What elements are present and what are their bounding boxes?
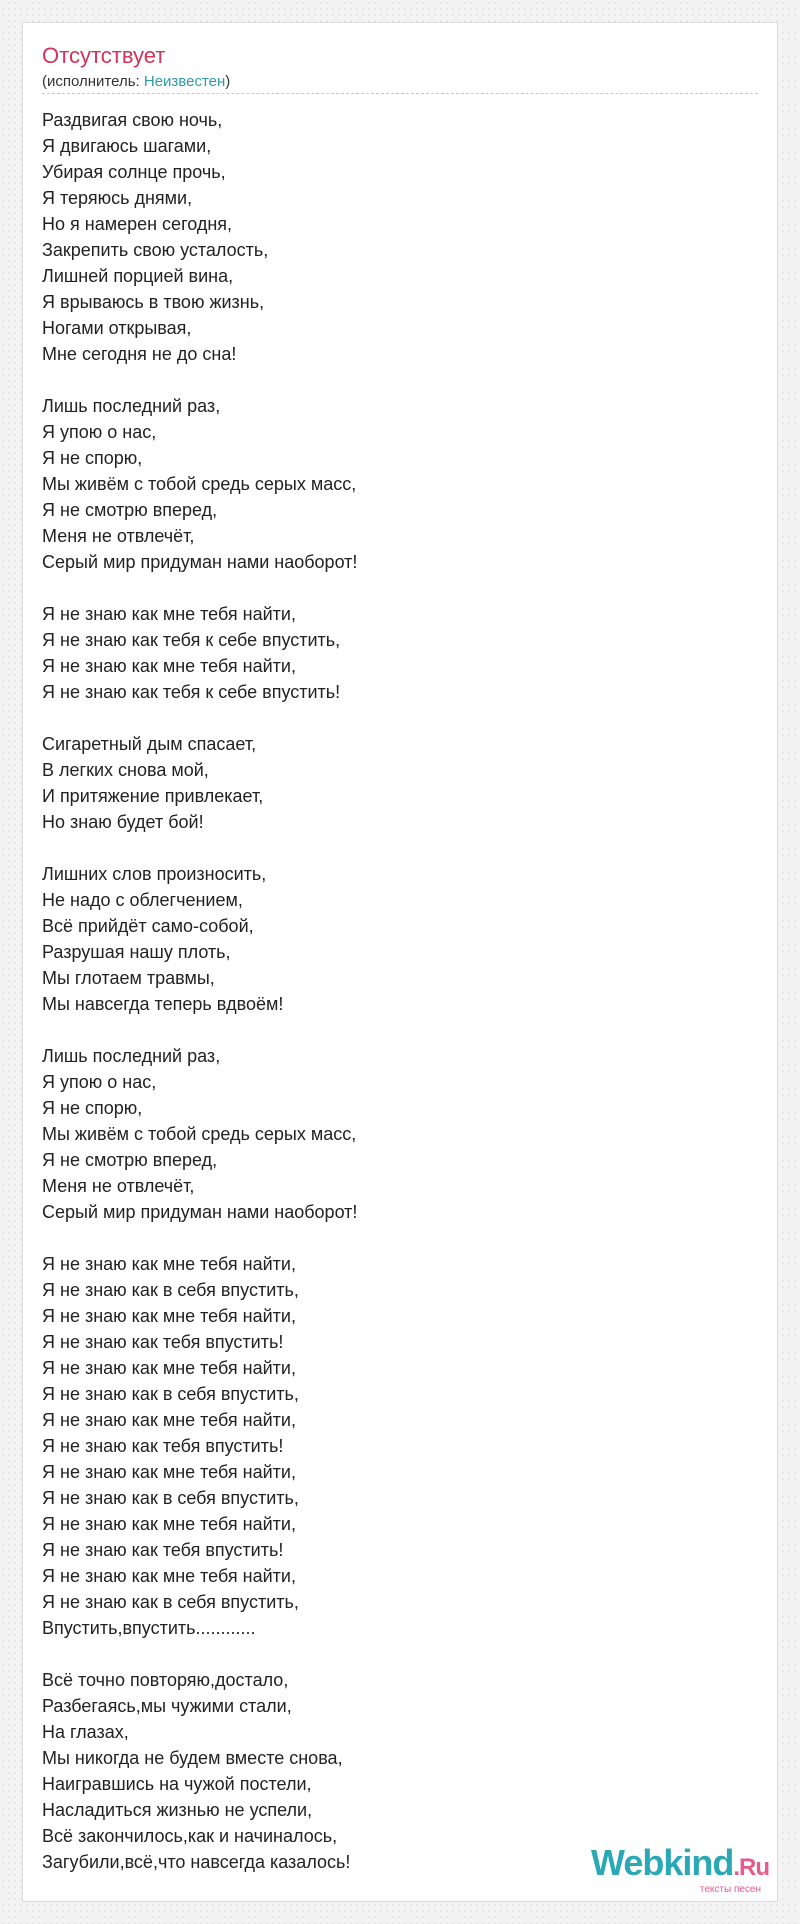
lyric-line: В легких снова мой, — [42, 760, 209, 780]
lyric-line: И притяжение привлекает, — [42, 786, 264, 806]
lyric-line: Раздвигая свою ночь, — [42, 110, 223, 130]
lyric-line: Всё точно повторяю,достало, — [42, 1670, 289, 1690]
lyric-line: Я не знаю как тебя к себе впустить! — [42, 682, 341, 702]
lyric-line: Я упою о нас, — [42, 422, 157, 442]
lyric-line: Я не смотрю вперед, — [42, 500, 218, 520]
artist-link[interactable]: Неизвестен — [143, 73, 226, 90]
lyric-line: Я не знаю как мне тебя найти, — [42, 1566, 296, 1586]
lyric-line: Лишь последний раз, — [42, 1046, 221, 1066]
lyric-line: Я не знаю как тебя впустить! — [42, 1540, 284, 1560]
lyric-line: Мы навсегда теперь вдвоём! — [42, 994, 284, 1014]
lyric-line: Я не спорю, — [42, 448, 143, 468]
lyric-line: Мы живём с тобой средь серых масс, — [42, 1124, 357, 1144]
logo-brand: Webkind — [590, 1842, 734, 1883]
lyric-line: Всё прийдёт само-собой, — [42, 916, 254, 936]
lyric-line: Не надо с облегчением, — [42, 890, 243, 910]
lyric-line: Меня не отвлечёт, — [42, 526, 195, 546]
artist-prefix: (исполнитель: — [42, 73, 144, 90]
lyric-line: Я не знаю как мне тебя найти, — [42, 1254, 296, 1274]
lyric-line: Но я намерен сегодня, — [42, 214, 233, 234]
lyric-line: Всё закончилось,как и начиналось, — [42, 1826, 338, 1846]
header-divider — [42, 93, 758, 94]
logo-wordmark — [569, 1842, 769, 1886]
lyric-line: Загубили,всё,что навсегда казалось! — [42, 1852, 351, 1872]
lyrics-stanza — [42, 601, 758, 705]
lyrics-body — [42, 107, 758, 1901]
logo-tld: .Ru — [733, 1854, 769, 1881]
lyric-line: Я двигаюсь шагами, — [42, 136, 212, 156]
lyric-line: Впустить,впустить............ — [42, 1618, 256, 1638]
lyric-line: Я не знаю как тебя к себе впустить, — [42, 630, 341, 650]
lyrics-stanza — [42, 861, 758, 1017]
lyric-line: Я врываюсь в твою жизнь, — [42, 292, 265, 312]
lyric-line: Я не смотрю вперед, — [42, 1150, 218, 1170]
lyric-line: Мы глотаем травмы, — [42, 968, 215, 988]
lyric-line: Я теряюсь днями, — [42, 188, 193, 208]
lyric-line: Лишь последний раз, — [42, 396, 221, 416]
lyric-line: Насладиться жизнью не успели, — [42, 1800, 313, 1820]
artist-suffix: ) — [225, 73, 231, 90]
lyric-line: Серый мир придуман нами наоборот! — [42, 1202, 358, 1222]
logo-tagline: тексты песен — [699, 1884, 761, 1895]
lyric-line: Я не знаю как мне тебя найти, — [42, 1410, 296, 1430]
lyric-line: Но знаю будет бой! — [42, 812, 204, 832]
lyric-line: Я не знаю как мне тебя найти, — [42, 1306, 296, 1326]
lyric-line: Лишних слов произносить, — [42, 864, 267, 884]
lyrics-stanza — [42, 731, 758, 835]
lyric-line: Я упою о нас, — [42, 1072, 157, 1092]
lyric-line: На глазах, — [42, 1722, 129, 1742]
lyric-line: Ногами открывая, — [42, 318, 192, 338]
lyric-line: Я не знаю как мне тебя найти, — [42, 1514, 296, 1534]
lyric-line: Я не знаю как мне тебя найти, — [42, 1358, 296, 1378]
lyric-line: Я не знаю как в себя впустить, — [42, 1384, 299, 1404]
artist-line — [42, 73, 230, 91]
lyrics-stanza — [42, 393, 758, 575]
lyric-line: Наигравшись на чужой постели, — [42, 1774, 312, 1794]
lyric-line: Мы живём с тобой средь серых масс, — [42, 474, 357, 494]
lyric-line: Я не знаю как мне тебя найти, — [42, 656, 296, 676]
lyric-line: Мне сегодня не до сна! — [42, 344, 237, 364]
lyric-line: Серый мир придуман нами наоборот! — [42, 552, 358, 572]
lyric-line: Меня не отвлечёт, — [42, 1176, 195, 1196]
lyric-line: Я не знаю как в себя впустить, — [42, 1280, 299, 1300]
lyric-line: Я не знаю как в себя впустить, — [42, 1488, 299, 1508]
lyric-line: Я не знаю как мне тебя найти, — [42, 604, 296, 624]
lyric-line: Сигаретный дым спасает, — [42, 734, 257, 754]
lyrics-stanza — [42, 1043, 758, 1225]
lyric-line: Разбегаясь,мы чужими стали, — [42, 1696, 292, 1716]
lyric-line: Я не знаю как тебя впустить! — [42, 1436, 284, 1456]
lyric-line: Разрушая нашу плоть, — [42, 942, 231, 962]
lyric-line: Убирая солнце прочь, — [42, 162, 226, 182]
lyric-line: Я не знаю как мне тебя найти, — [42, 1462, 296, 1482]
lyric-line: Я не знаю как тебя впустить! — [42, 1332, 284, 1352]
lyrics-stanza — [42, 107, 758, 367]
lyric-line: Мы никогда не будем вместе снова, — [42, 1748, 343, 1768]
lyrics-card — [22, 22, 778, 1902]
lyric-line: Лишней порцией вина, — [42, 266, 234, 286]
song-title: Отсутствует — [42, 43, 166, 68]
lyric-line: Закрепить свою усталость, — [42, 240, 269, 260]
webkind-logo[interactable] — [569, 1842, 769, 1895]
lyrics-stanza — [42, 1251, 758, 1641]
lyric-line: Я не спорю, — [42, 1098, 143, 1118]
lyric-line: Я не знаю как в себя впустить, — [42, 1592, 299, 1612]
